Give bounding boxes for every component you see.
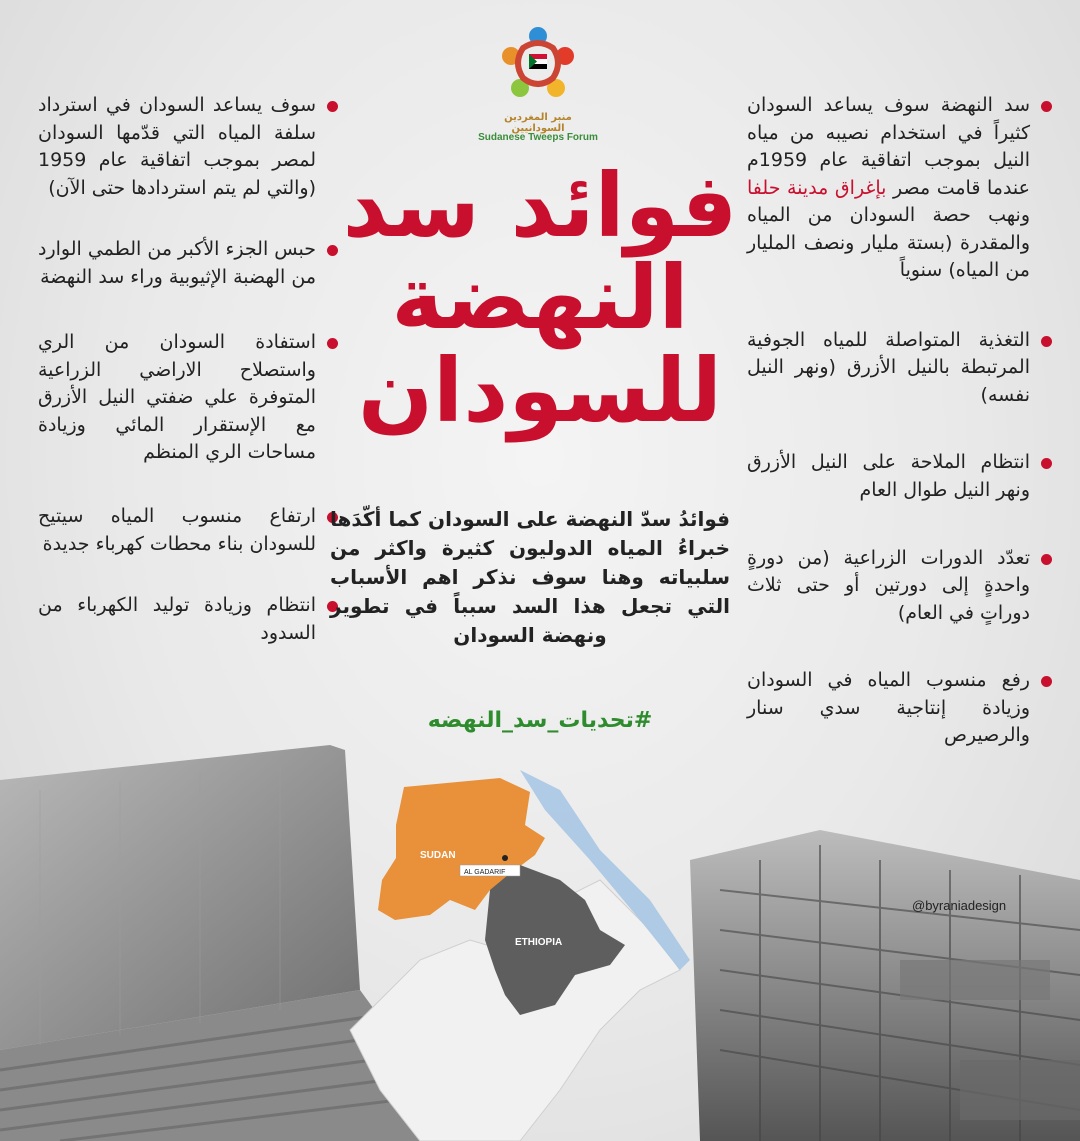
- list-item: [38, 236, 338, 291]
- title-line-2: النهضة: [391, 246, 689, 350]
- designer-credit[interactable]: @byraniadesign: [912, 898, 1007, 913]
- list-item: [747, 545, 1052, 628]
- logo-emblem: [493, 18, 583, 108]
- highlight-text: بإغراق مدينة حلفا: [747, 176, 887, 199]
- title-line-3: للسودان: [357, 338, 723, 442]
- item-text: التغذية المتواصلة للمياه الجوفية المرتبطة بالنيل الأزرق (ونهر النيل نفسه): [747, 328, 1030, 406]
- dam-and-map-illustration: [0, 730, 1080, 1141]
- list-item: [747, 92, 1052, 285]
- logo-english-text: Sudanese Tweeps Forum: [478, 132, 598, 143]
- list-item: [38, 92, 338, 202]
- bullet-icon: [1041, 458, 1052, 469]
- city-label: AL GADARIF: [464, 869, 506, 876]
- item-text: ارتفاع منسوب المياه سيتيح للسودان بناء محطات كهرباء جديدة: [38, 505, 316, 555]
- item-text: سد النهضة سوف يساعد السودان كثيراً في استخدام نصيبه من مياه النيل بموجب اتفاقية عام 1959م عندما قامت مصر: [747, 94, 1030, 199]
- item-text: انتظام وزيادة توليد الكهرباء من السدود: [38, 594, 316, 644]
- item-text: تعدّد الدورات الزراعية (من دورةٍ واحدةٍ إلى دورتين أو حتى ثلاث دوراتٍ في العام): [747, 546, 1030, 624]
- ethiopia-label: ETHIOPIA: [515, 937, 563, 948]
- list-item: [38, 503, 338, 558]
- city-marker: [502, 855, 508, 861]
- bullet-icon: [327, 101, 338, 112]
- item-text: رفع منسوب المياه في السودان وزيادة إنتاجية سدي سنار والرصيرص: [747, 669, 1030, 747]
- bullet-icon: [327, 338, 338, 349]
- item-text: حبس الجزء الأكبر من الطمي الوارد من الهضبة الإثيوبية وراء سد النهضة: [38, 238, 316, 288]
- logo: [478, 18, 598, 143]
- item-text: انتظام الملاحة على النيل الأزرق ونهر النيل طوال العام: [747, 451, 1030, 502]
- list-item: [747, 449, 1052, 504]
- item-text: سوف يساعد السودان في استرداد سلفة المياه التي قدّمها السودان لمصر بموجب اتفاقية عام 1959 (والتي لم يتم استردادها حتى الآن): [38, 94, 316, 199]
- item-text-cont: ونهب حصة السودان من المياه والمقدرة (بستة مليار ونصف المليار من المياه) سنوياً: [747, 204, 1030, 282]
- right-benefits-list: [747, 92, 1052, 784]
- bullet-icon: [1041, 336, 1052, 347]
- intro-paragraph: فوائدُ سدّ النهضة على السودان كما أكّدَها خبراءُ المياه الدوليون كثيرة واكثر من سلبياته وهنا سوف نذكر اهم الأسباب التي تجعل هذا السد سبباً في تطوير ونهضة السودان: [330, 507, 730, 647]
- list-item: [747, 327, 1052, 410]
- title-line-1: فوائد سد: [342, 154, 738, 257]
- dam-construction-right: [690, 830, 1080, 1141]
- item-text: استفادة السودان من الري واستصلاح الاراضي الزراعية المتوفرة علي ضفتي النيل الأزرق مع الإستقرار المائي وزيادة مساحات الري المنظم: [38, 331, 316, 464]
- page-title: [330, 154, 750, 442]
- bullet-icon: [1041, 676, 1052, 687]
- bullet-icon: [327, 245, 338, 256]
- sudan-label: SUDAN: [420, 850, 456, 861]
- list-item: [38, 329, 338, 467]
- list-item: [38, 592, 338, 647]
- bullet-icon: [1041, 554, 1052, 565]
- horn-of-africa-map: [350, 770, 690, 1141]
- bullet-icon: [1041, 101, 1052, 112]
- hashtag[interactable]: #تحديات_سد_النهضه: [427, 708, 653, 733]
- left-benefits-list: [38, 92, 338, 681]
- logo-arabic-text: منبر المغردين السودانيين: [504, 112, 572, 134]
